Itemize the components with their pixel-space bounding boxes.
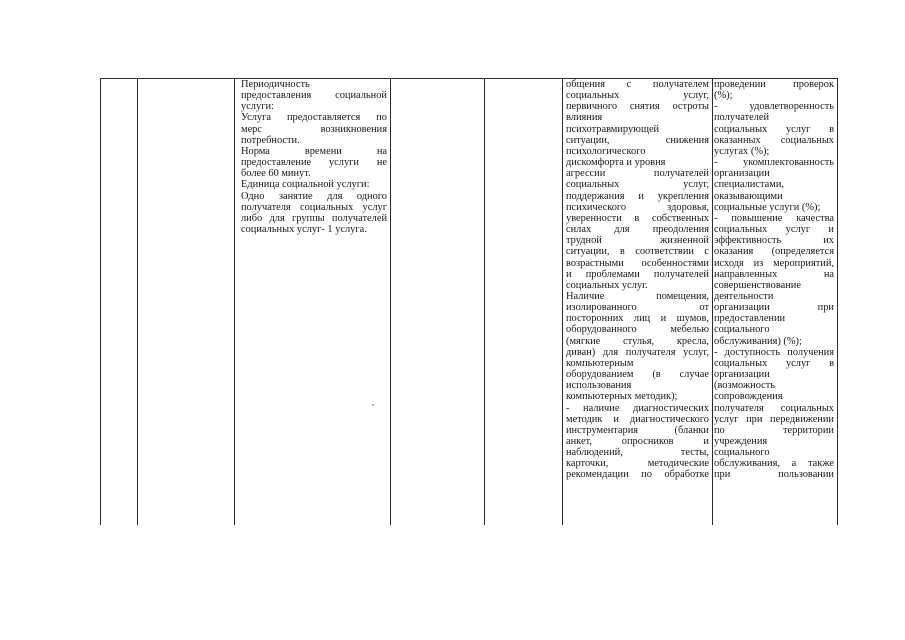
text-line: наблюдений, тесты,: [566, 447, 709, 459]
text-line: социальных услуг в: [714, 123, 834, 135]
text-line: (возможность: [714, 380, 776, 392]
text-line: компьютерных методик);: [566, 391, 678, 403]
text-line: получателей: [714, 112, 770, 124]
text-line: эффективность их: [714, 235, 834, 247]
text-line: - доступность получения: [714, 346, 834, 358]
text-line: силах для преодоления: [566, 224, 709, 236]
table-column-divider: [562, 78, 563, 525]
text-line: изолированного от: [566, 302, 709, 314]
text-line: (%);: [714, 90, 733, 102]
text-line: психологического: [566, 145, 646, 157]
text-line: - повышение качества: [714, 212, 834, 224]
text-line: специалистами,: [714, 179, 784, 191]
text-line: обслуживания, а также: [714, 458, 834, 470]
text-line: сопровождения: [714, 391, 783, 403]
text-line: предоставления социальной: [241, 90, 387, 102]
text-line: инструментария (бланки: [566, 424, 709, 436]
table-column-divider: [234, 78, 235, 525]
text-line: социальные услуги (%);: [714, 201, 821, 213]
text-line: деятельности: [714, 290, 774, 302]
text-line: посторонних лиц и шумов,: [566, 313, 709, 325]
text-line: первичного снятия остроты: [566, 101, 709, 113]
text-line: трудной жизненной: [566, 235, 709, 247]
text-line: социальных услуг,: [566, 90, 709, 102]
text-line: при пользовании: [714, 469, 834, 481]
text-line: Периодичность: [241, 79, 310, 90]
text-line: ситуации, в соответствии с: [566, 246, 709, 258]
text-line: совершенствование: [714, 279, 801, 291]
text-line: мерс возникновения: [241, 123, 387, 135]
text-line: предоставление услуги не: [241, 157, 387, 169]
text-line: потребности.: [241, 134, 300, 146]
text-line: возрастными особенностями: [566, 257, 709, 269]
table-column-divider: [484, 78, 485, 525]
text-line: получателя социальных услуг: [241, 201, 387, 213]
text-line: оказанных социальных: [714, 134, 834, 146]
text-line: исходя из мероприятий,: [714, 257, 834, 269]
table-column-divider: [837, 78, 838, 525]
text-line: социального: [714, 447, 770, 459]
text-line: учреждения: [714, 436, 768, 447]
service-periodicity-cell: [241, 79, 387, 235]
text-line: - удовлетворенность: [714, 101, 834, 113]
text-line: анкет, опросников и: [566, 436, 709, 447]
table-column-divider: [390, 78, 391, 525]
text-line: социальных услуг.: [566, 279, 648, 291]
text-line: организации: [714, 168, 770, 180]
text-line: использования: [566, 380, 632, 392]
text-line: организации при: [714, 302, 834, 314]
text-line: поддержания и укрепления: [566, 190, 709, 202]
text-line: (мягкие стулья, кресла,: [566, 335, 709, 347]
text-line: услуг при передвижении: [714, 413, 834, 425]
text-line: дискомфорта и уровня: [566, 157, 666, 169]
text-line: компьютерным: [566, 357, 634, 369]
text-line: и проблемами получателей: [566, 268, 709, 280]
quality-indicators-cell: [714, 79, 834, 481]
text-line: Наличие помещения,: [566, 290, 709, 302]
text-line: оборудованием (в случае: [566, 369, 709, 381]
text-line: получателя социальных: [714, 402, 834, 414]
text-line: Услуга предоставляется по: [241, 112, 387, 124]
text-line: - укомплектованность: [714, 157, 834, 169]
text-line: направленных на: [714, 268, 834, 280]
table-column-divider: [137, 78, 138, 525]
text-line: оказывающими: [714, 190, 783, 202]
text-line: диван) для получателя услуг,: [566, 346, 709, 358]
text-line: уверенности в собственных: [566, 212, 709, 224]
scan-speck: [372, 404, 374, 406]
text-line: более 60 минут.: [241, 168, 311, 180]
text-line: карточки, методические: [566, 458, 709, 470]
text-line: методик и диагностического: [566, 413, 709, 425]
text-line: проведении проверок: [714, 79, 834, 90]
table-column-divider: [712, 78, 713, 525]
text-line: рекомендации по обработке: [566, 469, 709, 481]
text-line: социальных услуг и: [714, 224, 834, 236]
text-line: либо для группы получателей: [241, 212, 387, 224]
text-line: предоставлении: [714, 313, 786, 325]
text-line: оказания (определяется: [714, 246, 834, 258]
text-line: оборудованного мебелью: [566, 324, 709, 336]
text-line: Одно занятие для одного: [241, 190, 387, 202]
service-conditions-cell: [566, 79, 709, 481]
table-column-divider: [100, 78, 101, 525]
text-line: агрессии получателей: [566, 168, 709, 180]
text-line: общения с получателем: [566, 79, 709, 90]
text-line: услуги:: [241, 101, 274, 113]
text-line: Норма времени на: [241, 145, 387, 157]
text-line: Единица социальной услуги:: [241, 179, 370, 191]
text-line: обслуживания) (%);: [714, 335, 802, 347]
text-line: социальных услуг в: [714, 357, 834, 369]
text-line: психического здоровья,: [566, 201, 709, 213]
text-line: ситуации, снижения: [566, 134, 709, 146]
text-line: психотравмирующей: [566, 123, 660, 135]
text-line: услугах (%);: [714, 145, 770, 157]
text-line: социальных услуг- 1 услуга.: [241, 224, 367, 236]
text-line: социальных услуг,: [566, 179, 709, 191]
text-line: - наличие диагностических: [566, 402, 709, 414]
text-line: по территории: [714, 424, 834, 436]
text-line: социального: [714, 324, 770, 336]
text-line: влияния: [566, 112, 603, 124]
text-line: организации: [714, 369, 770, 381]
